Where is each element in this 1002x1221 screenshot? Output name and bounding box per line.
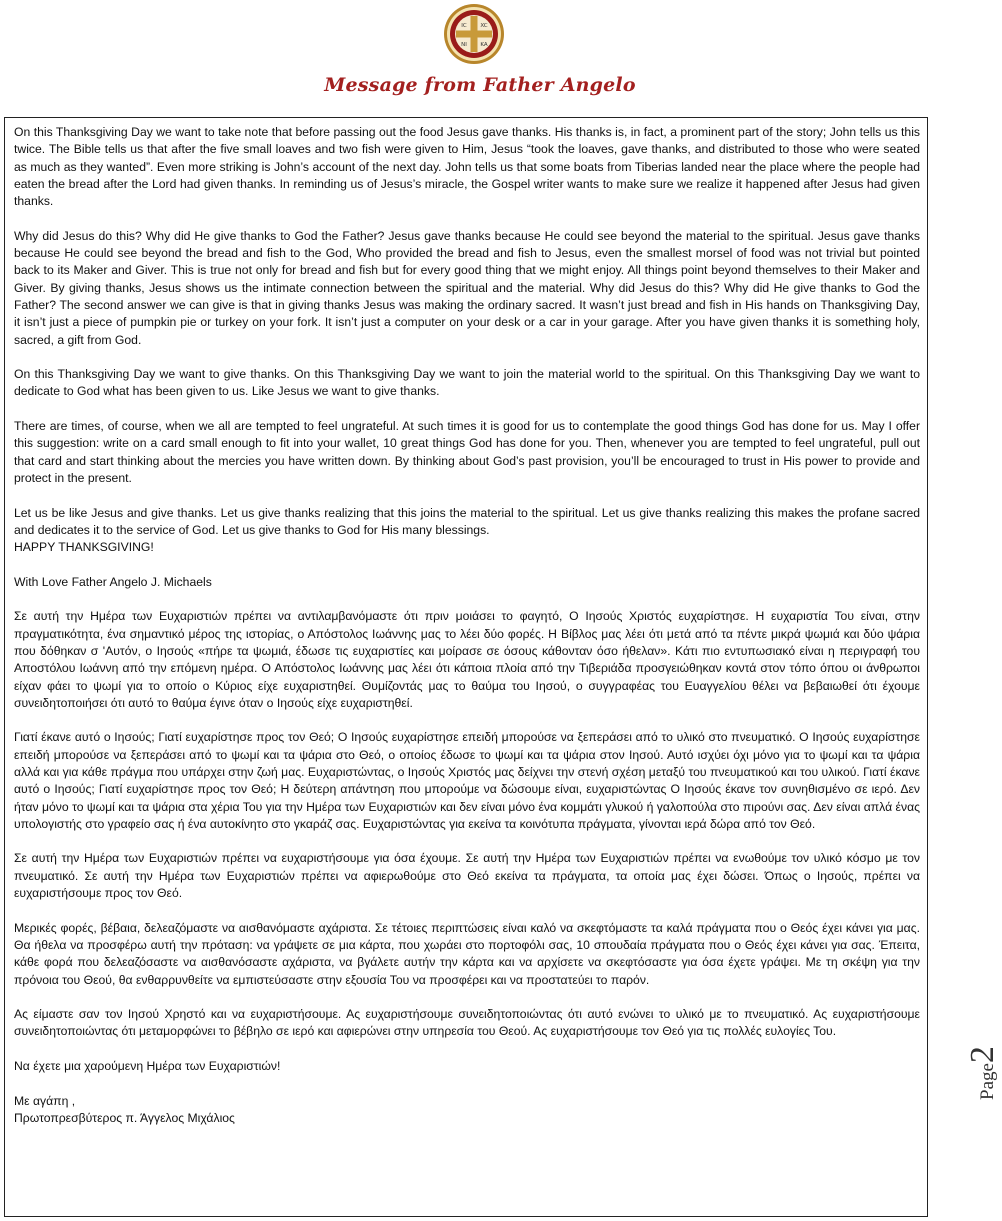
- greek-paragraph-2: Γιατί έκανε αυτό ο Ιησούς; Γιατί ευχαρίστησε προς τον Θεό; Ο Ιησούς ευχαρίστησε επειδή μπορούσε να ξεπεράσει από το υλικό στο πνευματικό. Ο Ιησούς ευχαρίστησε επειδή μπορούσε να ξεπεράσει από το ψωμί και τα ψάρια στο Θεό, ο οποίος έδωσε το ψωμί και τα ψάρια στον Ιησού. Αυτό ισχύει όχι μόνο για το ψωμί και τα ψάρια αλλά και για κάθε πράγμα που υπάρχει στην ζωή μας. Ευχαριστώντας, ο Ιησούς Χριστός μας δείχνει την στενή σχέση μεταξύ του πνευματικού και του υλικού. Γιατί έκανε αυτό ο Ιησούς; Γιατί ευχαρίστησε προς τον Θεό; Η δεύτερη απάντηση που μπορούμε να δώσουμε είναι, ευχαριστώντας Ο Ιησούς έκανε τον συνηθισμένο σε ιερό. Δεν ήταν μόνο το ψωμί και τα ψάρια στα χέρια Του για την Ημέρα των Ευχαριστιών και δεν είναι μόνο ένα κομμάτι γλυκού ή γαλοπούλα στο πιρούνι σας. Δεν είναι απλά ένας υπολογιστής στο γραφείο σας ή ένα αυτοκίνητο στο γκαράζ σας. Ευχαριστώντας για εκείνα τα κοινότυπα πράγματα, γίνονται ιερά δώρα από τον Θεό.: [14, 730, 920, 831]
- page-title: Message from Father Angelo: [324, 74, 636, 96]
- church-seal-logo: [442, 2, 506, 66]
- english-signoff: With Love Father Angelo J. Michaels: [14, 574, 212, 589]
- english-paragraph-1: On this Thanksgiving Day we want to take note that before passing out the food Jesus gave thanks. His thanks is, in fact, a prominent part of the story; John tells us this twice. The Bible tells us that after the five small loaves and two fish were given to Him, Jesus “took the loaves, gave thanks, and distributed to those who were seated as much as they wanted”. Even more striking is John’s account of the next day. John tells us that some boats from Tiberias landed near the place where the people had eaten the bread after the Lord had given thanks. In reminding us of Jesus’s miracle, the Gospel writer wants to make sure we realize it happened after Jesus had given thanks.: [14, 125, 920, 209]
- seal-letters-xc: XC: [480, 23, 488, 29]
- english-paragraph-5: Let us be like Jesus and give thanks. Let us give thanks realizing that this joins the material to the spiritual. Let us give thanks realizing this makes the profane sacred and dedicates it to the service of God. Let us give thanks to God for His many blessings.: [14, 505, 920, 537]
- seal-letters-ni: NI: [461, 42, 467, 48]
- page-word: Page: [977, 1063, 998, 1100]
- page-number-label: [934, 1046, 1001, 1170]
- page-number: 2: [964, 1046, 1001, 1064]
- message-body: [14, 124, 920, 1127]
- happy-thanksgiving: HAPPY THANKSGIVING!: [14, 540, 154, 555]
- english-paragraph-4: There are times, of course, when we all are tempted to feel ungrateful. At such times it is good for us to contemplate the good things God has done for us. May I offer this suggestion: write on a card small enough to fit into your wallet, 10 great things God has done for you. Then, whenever you are tempted to feel ungrateful, pull out that card and start thinking about the mercies you have written down. By thinking about God’s past provision, you’ll be encouraged to trust in His power to provide and protect in the present.: [14, 419, 920, 485]
- greek-paragraph-5: Ας είμαστε σαν τον Ιησού Χρηστό και να ευχαριστήσουμε. Ας ευχαριστήσουμε συνειδητοποιώντας ότι αυτό ενώνει το υλικό με το πνευματικό. Ας ευχαριστήσουμε συνειδητοποιώντας ότι μεταμορφώνει το βέβηλο σε ιερό και αφιερώνει στην υπηρεσία του Θεού. Ας ευχαριστήσουμε τον Θεό για τις πολλές ευλογίες Του.: [14, 1007, 920, 1039]
- greek-paragraph-6: Να έχετε μια χαρούμενη Ημέρα των Ευχαριστιών!: [14, 1059, 281, 1074]
- greek-paragraph-4: Μερικές φορές, βέβαια, δελεαζόμαστε να αισθανόμαστε αχάριστα. Σε τέτοιες περιπτώσεις είναι καλό να σκεφτόμαστε τα καλά πράγματα που ο Θεός έχει κάνει για μας. Θα ήθελα να προσφέρω αυτή την πρόταση: να γράψετε σε μια κάρτα, που χωράει στο πορτοφόλι σας, 10 σπουδαία πράγματα που ο Θεός έχει κάνει για σας. Έπειτα, κάθε φορά που δελεαζόσαστε να αισθανόσαστε αχάριστα, να βγάλετε αυτήν την κάρτα και να αρχίσετε να σκεφτόσαστε για όσα έχετε γράψει. Με τη σκέψη για την πρόνοια του Θεού, θα ενθαρρυνθείτε να εμπιστεύσαστε στην εξουσία Του να προσφέρει και να προστατεύει το παρόν.: [14, 920, 920, 987]
- greek-paragraph-3: Σε αυτή την Ημέρα των Ευχαριστιών πρέπει να ευχαριστήσουμε για όσα έχουμε. Σε αυτή την Ημέρα των Ευχαριστιών πρέπει να ενωθούμε τον υλικό κόσμο με τον πνευματικό. Σε αυτή την Ημέρα των Ευχαριστιών πρέπει να αφιερωθούμε στο Θεό εκείνα τα πράγματα, τα οποία μας έχει δώσει. Όπως ο Ιησούς, πρέπει να ευχαριστήσουμε προς τον Θεό.: [14, 851, 920, 901]
- seal-letters-ka: KA: [480, 42, 488, 48]
- greek-signature: Πρωτοπρεσβύτερος π. Άγγελος Μιχάλιος: [14, 1110, 235, 1125]
- greek-paragraph-1: Σε αυτή την Ημέρα των Ευχαριστιών πρέπει να αντιλαμβανόμαστε ότι πριν μοιάσει το φαγητό, Ο Ιησούς Χριστός ευχαρίστησε. Η ευχαριστία Του είναι, στην πραγματικότητα, ένα σημαντικό μέρος της ιστορίας, ο Απόστολος Ιωάννης μας το λέει δύο φορές. Η Βίβλος μας λέει ότι μετά από τα πέντε μικρά ψωμιά και δύο ψάρια που δόθηκαν σ 'Αυτόν, ο Ιησούς «πήρε τα ψωμιά, έδωσε τις ευχαριστίες και μοίρασε σε όσους κάθονταν όσο ήθελαν». Κάτι πιο εντυπωσιακό είναι η περιγραφή του Αποστόλου Ιωάννη από την επόμενη ημέρα. Ο Απόστολος Ιωάννης μας λέει ότι κάποια πλοία από την Τιβεριάδα προσγειώθηκαν κοντά στον τόπο όπου οι άνθρωποι είχαν φάει το ψωμί για το οποίο ο Κύριος είχε ευχαριστηθεί. Θυμίζοντάς μας το θαύμα του Ιησού, ο συγγραφέας του Ευαγγελίου θέλει να βεβαιωθεί ότι έχουμε συνειδητοποιήσει ότι αυτό το θαύμα έγινε όταν ο Ιησούς είχε ευχαριστηθεί.: [14, 609, 920, 710]
- english-paragraph-2: Why did Jesus do this? Why did He give thanks to God the Father? Jesus gave thanks because He could see beyond the material to the spiritual. Jesus gave thanks because He could see beyond the bread and fish to the God, Who provided the bread and fish to Jesus, even the smallest morsel of food was not trivial but pointed back to its Maker and Giver. This is true not only for bread and fish but for every good thing that we might enjoy. All things point beyond themselves to their Maker and Giver. By giving thanks, Jesus shows us the intimate connection between the spiritual and the material. Why did Jesus do this? Why did He give thanks to God the Father? The second answer we can give is that in giving thanks Jesus was making the ordinary sacred. It wasn’t just bread and fish in His hands on Thanksgiving Day, it isn’t just a piece of pumpkin pie or turkey on your fork. It isn’t just a computer on your desk or a car in your garage. After you have given thanks it is something holy, sacred, a gift from God.: [14, 228, 920, 347]
- seal-letters-ic: IC: [461, 23, 467, 29]
- english-paragraph-3: On this Thanksgiving Day we want to give thanks. On this Thanksgiving Day we want to join the material world to the spiritual. On this Thanksgiving Day we want to dedicate to God what has been given to us. Like Jesus we want to give thanks.: [14, 367, 920, 399]
- greek-closing: Με αγάπη ,: [14, 1093, 76, 1108]
